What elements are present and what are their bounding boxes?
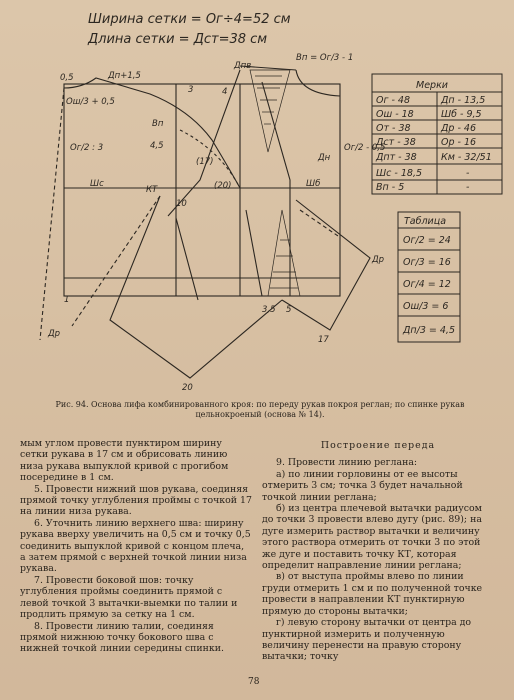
f-r1: Ог/2 = 24: [403, 235, 451, 246]
label-3: 3: [188, 85, 194, 95]
m-r6c1: Шс - 18,5: [376, 168, 423, 179]
page-number: 78: [248, 677, 260, 687]
right-paragraph-1: 9. Провести линию реглана:: [276, 457, 418, 469]
label-dpv: Дпв: [234, 61, 252, 71]
label-og23: Ог/2 : 3: [70, 143, 104, 153]
label-17b: 17: [318, 335, 329, 345]
m-r1c1: Ог - 48: [376, 95, 411, 106]
label-20b: 20: [182, 383, 193, 393]
left-column: [20, 438, 252, 655]
label-1: 1: [64, 295, 70, 305]
label-bp: Вп = Ог/3 - 1: [296, 53, 354, 63]
m-r1c2: Дп - 13,5: [441, 95, 486, 106]
label-dn: Дн: [318, 153, 331, 163]
label-vp: Вп: [152, 119, 164, 129]
m-r2c1: Ош - 18: [376, 109, 414, 120]
m-r5c2: Км - 32/51: [441, 152, 492, 163]
m-r3c2: Др - 46: [441, 123, 477, 134]
m-r7c1: Вп - 5: [376, 182, 405, 193]
left-paragraph-3: 6. Уточнить линию верхнего шва: ширину рукава вверху увеличить на 0,5 см и точку 0,5 соединить выпуклой кривой с концом плеча, а затем прямой с верхней точкой линии низа рукава.: [20, 517, 251, 575]
label-osh: Ош/3 + 0,5: [66, 97, 115, 107]
section-title: Построение переда: [320, 440, 436, 451]
m-r5c1: Дпт - 38: [376, 152, 417, 163]
f-r2: Ог/3 = 16: [403, 257, 451, 268]
measurements-title: Мерки: [416, 80, 448, 91]
label-sh: Шс: [90, 179, 104, 189]
formula-title: Таблица: [404, 216, 447, 227]
label-4: 4: [222, 87, 228, 97]
right-paragraph-3: б) из центра плечевой вытачки радиусом до точки 3 провести влево дугу (рис. 89); на дуге измерить раствор вытачки и величину этого раствора отмерить от точки 3 по этой же дуге и поставить точку КТ, которая определит направление линии реглана;: [262, 503, 482, 572]
label-10: 10: [176, 199, 187, 209]
label-dr-left: Др: [48, 329, 61, 339]
left-paragraph-5: 8. Провести линию талии, соединяя прямой нижнюю точку бокового шва с нижней точкой линии середины спинки.: [20, 620, 224, 655]
m-r2c2: Шб - 9,5: [441, 109, 482, 120]
right-paragraph-4: в) от выступа проймы влево по линии груди отмерить 1 см и по полученной точке провести в направлении КТ пунктирную прямую до стороны вытачки;: [262, 571, 483, 617]
m-r7c2: -: [466, 182, 470, 193]
left-paragraph-2: 5. Провести нижний шов рукава, соединяя прямой точку углубления проймы с точкой 17 на линии низа рукава.: [20, 483, 252, 518]
label-45: 4,5: [150, 141, 164, 151]
f-r4: Ош/3 = 6: [403, 301, 449, 312]
right-paragraph-2: а) по линии горловины от ее высоты отмерить 3 см; точка 3 будет начальной точкой линии реглана;: [262, 468, 463, 503]
m-r4c2: Ор - 16: [441, 137, 477, 148]
f-r3: Ог/4 = 12: [403, 279, 451, 290]
left-paragraph-4: 7. Провести боковой шов: точку углубления проймы соединить прямой с левой точкой 3 вытачки-выемки по талии и продлить прямую за сетку на 1 см.: [20, 574, 238, 621]
label-kt: КТ: [146, 185, 158, 195]
label-20: (20): [214, 181, 232, 191]
label-05: 0,5: [60, 73, 74, 83]
m-r3c1: От - 38: [376, 123, 411, 134]
left-paragraph-1: мым углом провести пунктиром ширину сетки рукава в 17 см и обрисовать линию низа рукава выпуклой кривой с прогибом посередине в 1 см.: [20, 438, 229, 484]
right-column: [262, 438, 494, 663]
label-17: (17): [196, 157, 214, 167]
label-og205: Ог/2 - 0,5: [344, 143, 386, 153]
m-r6c2: -: [466, 168, 470, 179]
right-paragraph-5: г) левую сторону вытачки от центра до пунктирной измерить и полученную величину перенести на правую сторону вытачки; точку: [262, 617, 472, 663]
formula-table: [398, 212, 460, 342]
grid-length-note: Длина сетки = Дст=38 см: [88, 32, 268, 47]
grid-width-note: Ширина сетки = Ог÷4=52 см: [88, 12, 291, 27]
label-dr: Др: [372, 255, 385, 265]
m-r4c1: Дст - 38: [376, 137, 416, 148]
f-r5: Дп/3 = 4,5: [403, 325, 455, 336]
figure-caption: Рис. 94. Основа лифа комбинированного кроя: по переду рукав покроя реглан; по спинке рукав цельнокроеный (основа № 14).: [55, 400, 465, 419]
label-sb: Шб: [306, 179, 321, 189]
label-5: 5: [286, 305, 292, 315]
label-35: 3,5: [262, 305, 276, 315]
label-dp15: Дп+1,5: [108, 71, 141, 81]
